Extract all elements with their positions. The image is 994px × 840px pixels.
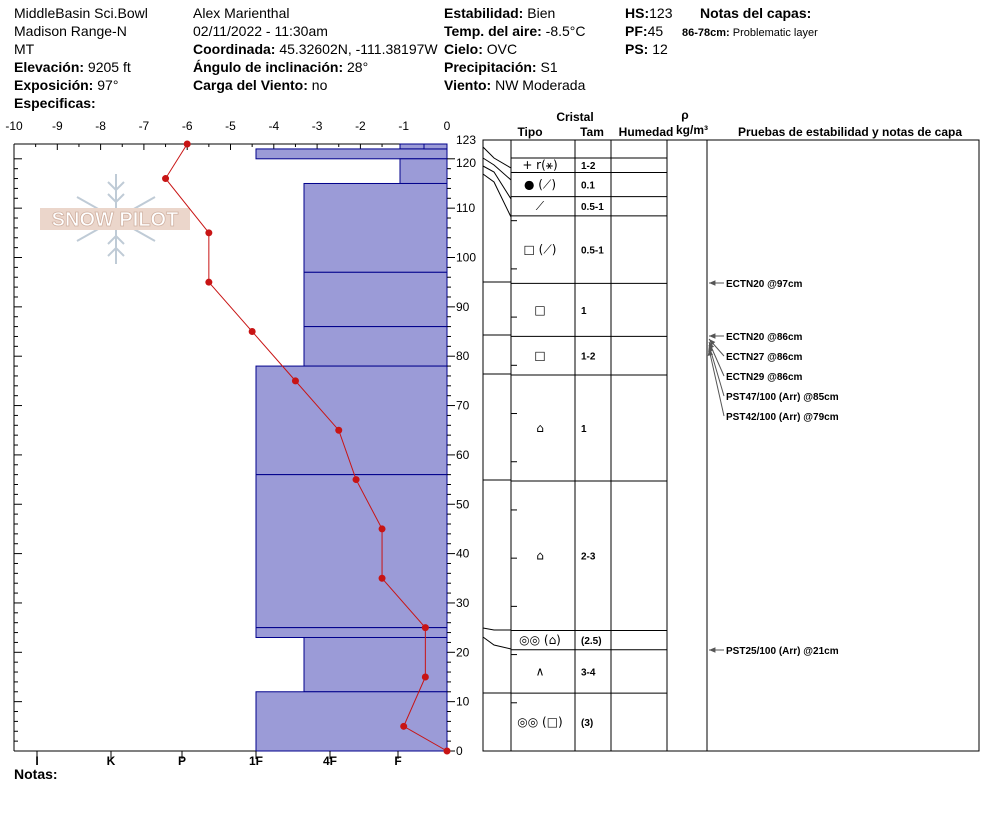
temp-tick-label: 0 [443, 119, 451, 133]
depth-tick-label: 50 [456, 497, 470, 512]
grain-size-cell: 0.5-1 [581, 245, 604, 257]
ps-label: PS: [625, 41, 649, 57]
temperature-point [335, 427, 342, 434]
test-arrow-head [709, 333, 715, 338]
temp-tick-label: -7 [138, 119, 150, 133]
temperature-point [400, 723, 407, 730]
temp-tick-label: -4 [268, 119, 280, 133]
grain-type-cell: □ [534, 348, 546, 363]
temperature-point [184, 141, 191, 148]
observer-text: Alex Marienthal [193, 5, 290, 21]
temp-tick-label: -10 [5, 119, 23, 133]
hardness-tick-label: 1F [248, 754, 264, 768]
grain-type-cell: ⌂ [536, 420, 544, 435]
test-arrow-head [709, 280, 715, 285]
depth-tick-label: 30 [456, 595, 470, 610]
temp-tick-label: -6 [181, 119, 193, 133]
stability-test-label: PST42/100 (Arr) @79cm [726, 412, 839, 423]
grain-type-cell: □ [534, 302, 546, 317]
coord-value: 45.32602N, -111.38197W [279, 41, 438, 57]
coord-label: Coordinada: [193, 41, 276, 57]
layer-notes-label: Notas del capas: [700, 5, 812, 21]
temp-tick-label: -8 [95, 119, 106, 133]
temperature-point [249, 328, 256, 335]
hardness-bar [304, 327, 447, 366]
grain-size-cell: (3) [581, 718, 594, 730]
hardness-bar [256, 366, 447, 475]
ps-value: 12 [652, 41, 668, 57]
cristal-header: Cristal [556, 110, 594, 124]
grain-type-cell: ◎◎ (□) [517, 715, 563, 730]
temperature-point [292, 377, 299, 384]
wind-value: NW Moderada [495, 77, 586, 93]
specifics-label: Especificas: [14, 95, 96, 111]
depth-tick-label: 123 [456, 133, 477, 147]
hardness-tick-label: F [394, 754, 402, 768]
tam-header: Tam [580, 125, 604, 139]
aspect-label: Exposición: [14, 77, 94, 93]
depth-tick-label: 20 [456, 645, 470, 660]
stability-label: Estabilidad: [444, 5, 524, 21]
grain-size-cell: 0.5-1 [581, 202, 604, 214]
hardness-tick-label: K [106, 754, 116, 768]
hardness-bar [256, 692, 447, 751]
tipo-header: Tipo [517, 125, 543, 139]
temperature-point [205, 279, 212, 286]
depth-tick-label: 90 [456, 299, 470, 314]
temperature-point [205, 229, 212, 236]
pf-value: 45 [647, 23, 664, 39]
layer-note-text: Problematic layer [732, 27, 818, 39]
test-arrow-head [709, 647, 715, 652]
slope-value: 28° [347, 59, 369, 75]
grain-size-cell: 3-4 [581, 667, 596, 679]
notes-label: Notas: [14, 766, 58, 782]
stability-test-label: PST47/100 (Arr) @85cm [726, 392, 839, 403]
stability-test-label: ECTN20 @97cm [726, 279, 803, 290]
table-frame [483, 140, 979, 751]
hardness-tick-label: P [177, 754, 187, 768]
temp-tick-label: -3 [311, 119, 323, 133]
pf-label: PF: [625, 23, 648, 39]
depth-tick-label: 70 [456, 398, 470, 413]
temperature-point [162, 175, 169, 182]
hardness-bar [256, 628, 447, 638]
hardness-bar [400, 159, 447, 184]
depth-tick-label: 40 [456, 546, 470, 561]
sky-label: Cielo: [444, 41, 483, 57]
temperature-point [422, 624, 429, 631]
hardness-bar [304, 272, 447, 326]
grain-size-cell: 1 [581, 305, 587, 317]
air-temp-label: Temp. del aire: [444, 23, 542, 39]
temp-tick-label: -2 [355, 119, 366, 133]
grain-size-cell: 0.1 [581, 180, 595, 192]
grain-size-cell: (2.5) [581, 636, 602, 648]
stability-test-label: ECTN20 @86cm [726, 332, 803, 343]
snowpilot-logo [40, 174, 190, 264]
stability-test-label: ECTN27 @86cm [726, 352, 803, 363]
depth-tick-label: 0 [456, 744, 463, 758]
elevation-label: Elevación: [14, 59, 85, 75]
grain-type-cell: ⌂ [536, 548, 544, 563]
temperature-point [379, 575, 386, 582]
tests-header: Pruebas de estabilidad y notas de capa [737, 125, 963, 139]
rho-header: ρ [681, 108, 689, 122]
wind-label: Viento: [444, 77, 492, 93]
grain-size-cell: 1-2 [581, 161, 596, 173]
elevation-value: 9205 ft [87, 59, 131, 75]
depth-tick-label: 60 [456, 447, 470, 462]
air-temp-value: -8.5°C [545, 23, 586, 39]
wind-load-label: Carga del Viento: [193, 77, 308, 93]
stability-test-label: PST25/100 (Arr) @21cm [726, 646, 839, 657]
hardness-bar [304, 183, 447, 272]
grain-type-cell: ⟋ [535, 199, 545, 214]
layer-connector [483, 147, 511, 168]
grain-size-cell: 1-2 [581, 351, 596, 363]
hardness-bar [256, 149, 447, 159]
humedad-header: Humedad [618, 125, 674, 139]
wind-load-value: no [311, 77, 328, 93]
depth-tick-label: 120 [456, 155, 477, 170]
temperature-point [422, 673, 429, 680]
slope-label: Ángulo de inclinación: [193, 59, 344, 75]
depth-tick-label: 80 [456, 349, 470, 364]
temperature-point [379, 525, 386, 532]
layer-note-range: 86-78cm: [682, 27, 730, 39]
hardness-tick-label: 4F [322, 754, 338, 768]
state-text: MT [14, 41, 35, 57]
layer-connector [483, 174, 511, 217]
grain-type-cell: ∧ [535, 664, 545, 679]
hardness-bar-cap [424, 144, 447, 149]
density-unit-header: kg/m³ [675, 123, 709, 137]
depth-tick-label: 10 [456, 694, 470, 709]
layer-connector [483, 637, 511, 649]
hardness-bar [256, 475, 447, 628]
depth-tick-label: 110 [456, 201, 476, 216]
temp-tick-label: -9 [51, 119, 63, 133]
grain-type-cell: + r(⚹) [522, 158, 558, 173]
grain-size-cell: 1 [581, 423, 587, 435]
hs-value: 123 [649, 5, 673, 21]
hs-label: HS: [625, 5, 650, 21]
layer-connector [483, 628, 511, 630]
aspect-value: 97° [97, 77, 119, 93]
temp-tick-label: -5 [225, 119, 236, 133]
grain-type-cell: ● (⟋) [523, 177, 557, 192]
temp-tick-label: -1 [398, 119, 410, 133]
stability-value: Bien [527, 5, 556, 21]
location-text: MiddleBasin Sci.Bowl [14, 5, 148, 21]
sky-value: OVC [486, 41, 518, 57]
temperature-point [444, 748, 451, 755]
range-text: Madison Range-N [14, 23, 127, 39]
grain-type-cell: ◎◎ (⌂) [519, 633, 561, 648]
precip-label: Precipitación: [444, 59, 537, 75]
temperature-point [353, 476, 360, 483]
hardness-tick-label: I [35, 754, 39, 768]
grain-size-cell: 2-3 [581, 551, 596, 563]
grain-type-cell: □ (⟋) [523, 242, 557, 257]
precip-value: S1 [540, 59, 558, 75]
datetime-text: 02/11/2022 - 11:30am [193, 23, 328, 39]
logo-text: SNOW PILOT [51, 209, 179, 231]
layer-connector [483, 166, 511, 199]
depth-tick-label: 100 [456, 250, 477, 265]
stability-test-label: ECTN29 @86cm [726, 372, 803, 383]
